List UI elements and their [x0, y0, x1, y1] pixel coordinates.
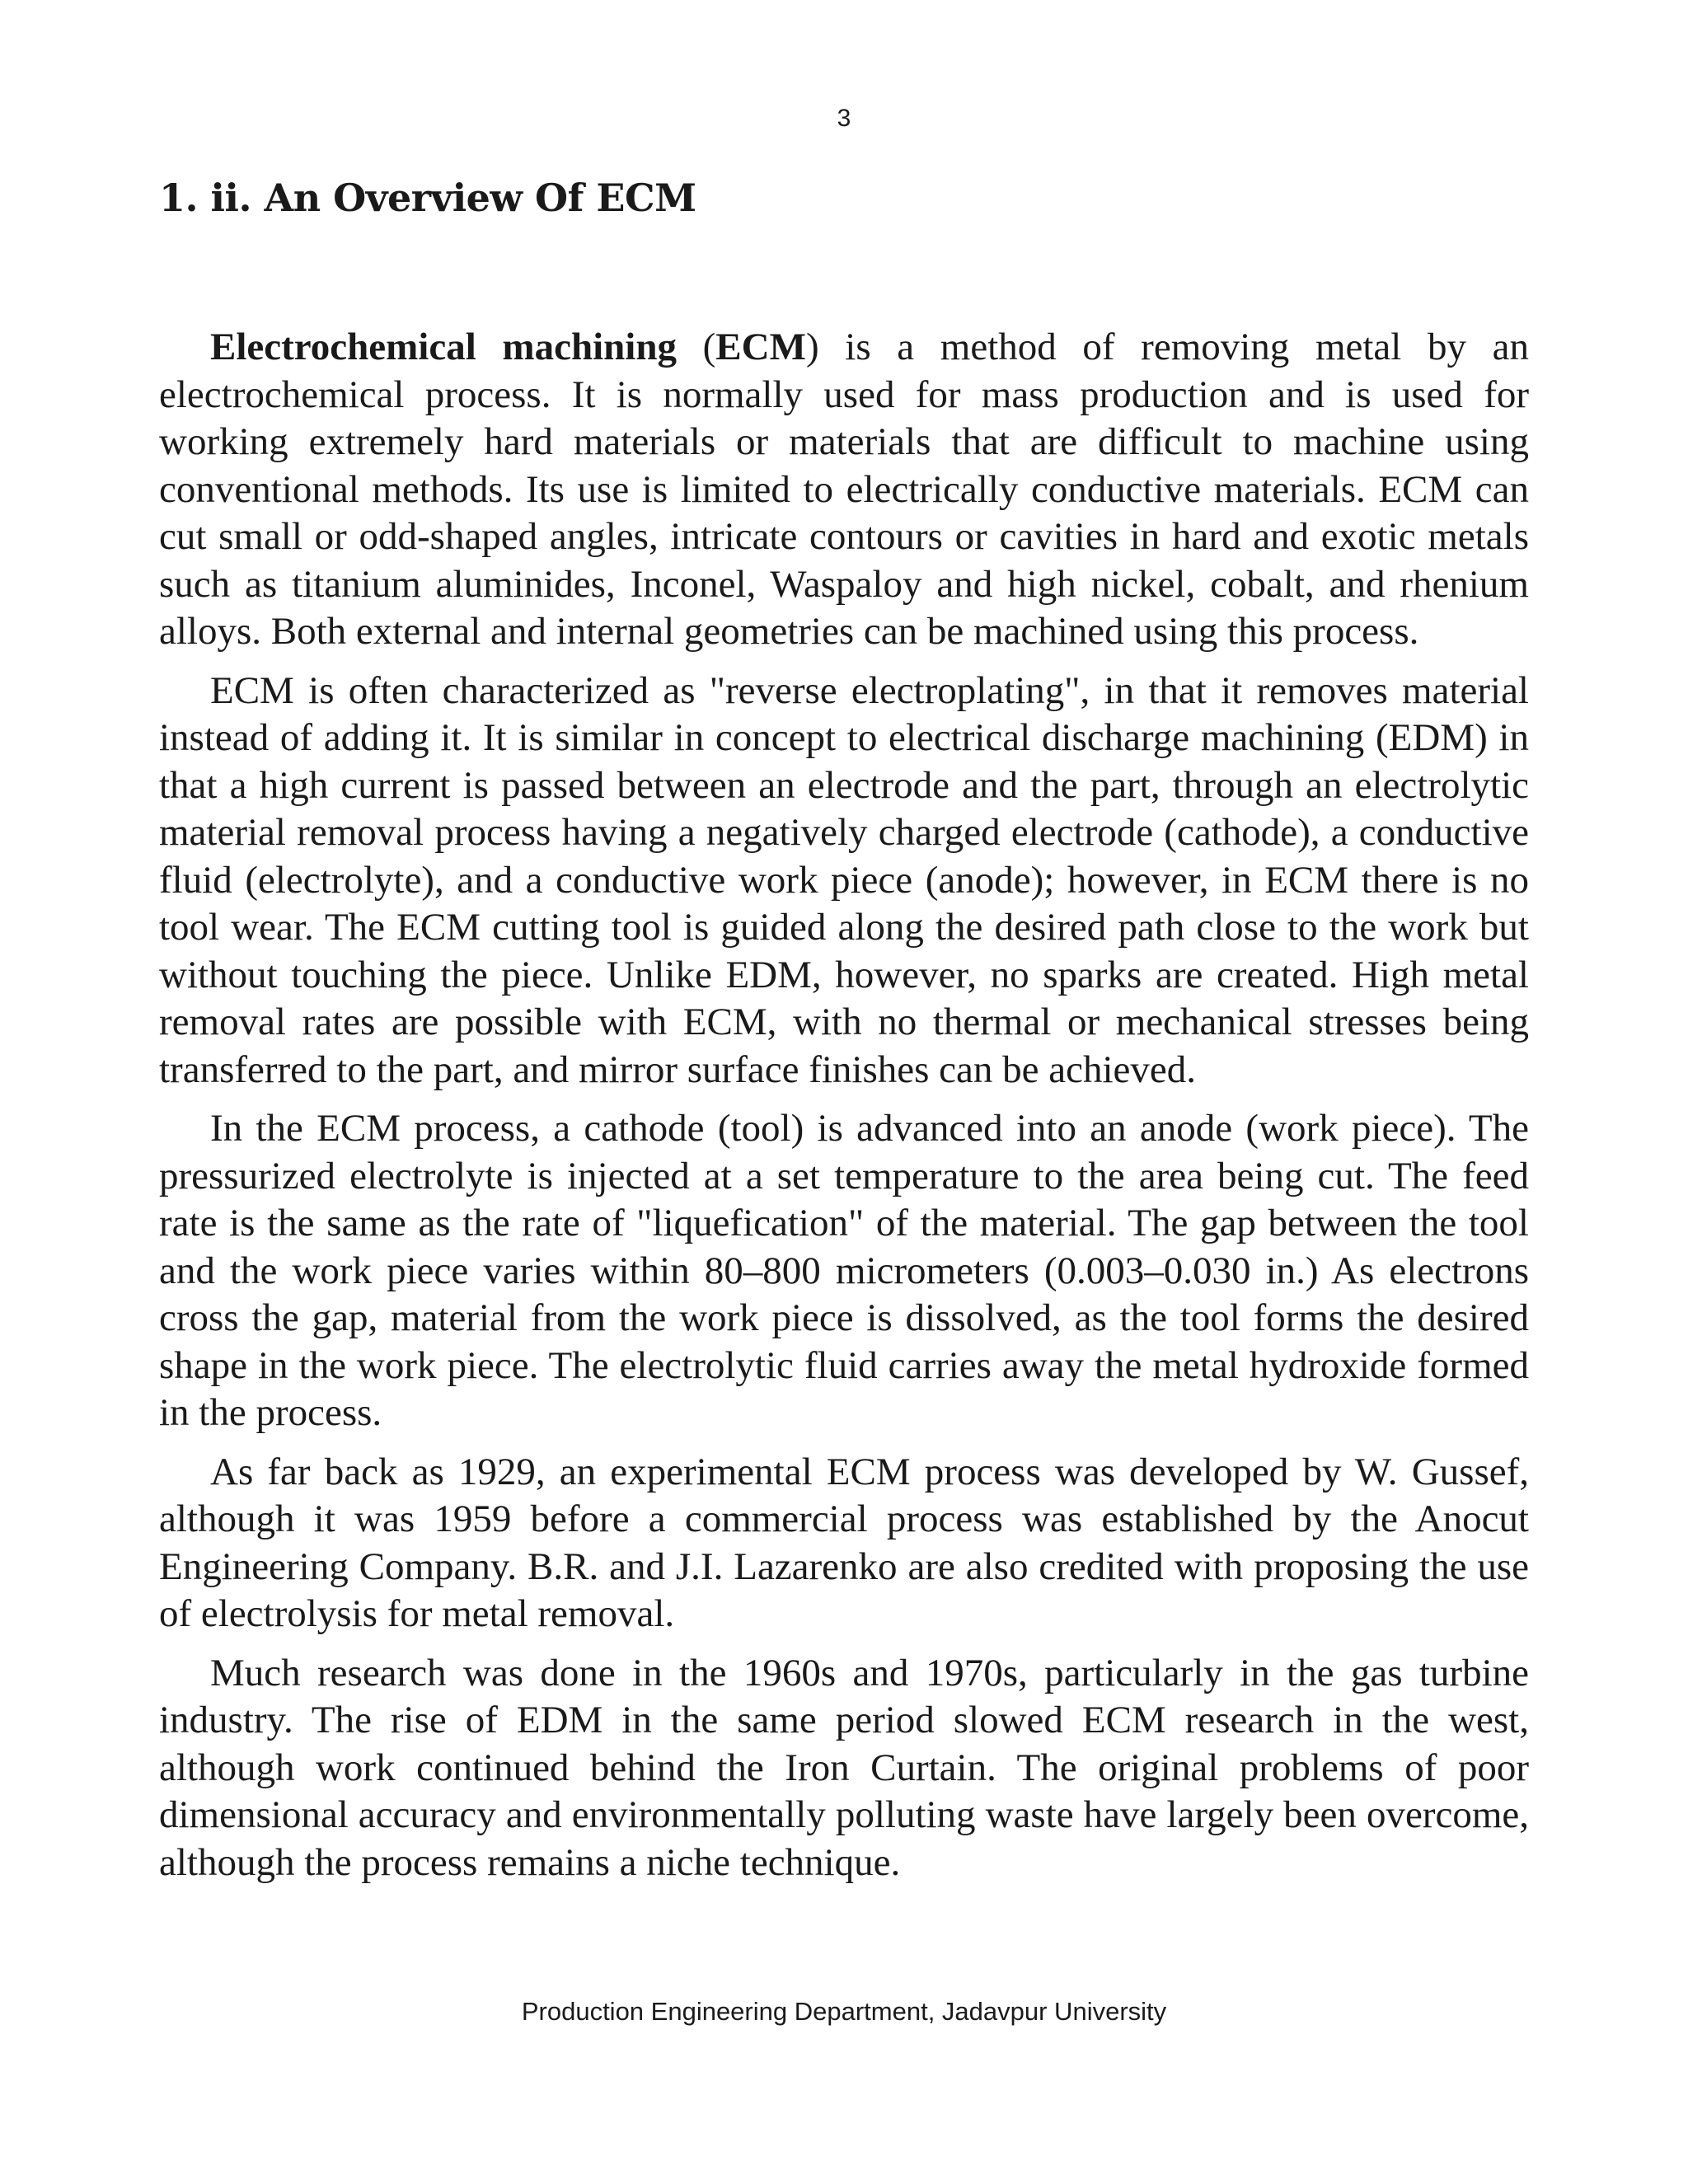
paragraph-4: As far back as 1929, an experimental ECM process was developed by W. Gussef, although it was 1959 before a commercial process was established by the Anocut Engineering Company. B.R. and J.I. Lazarenko are also credited with proposing the use of electrolysis for metal removal. [159, 1450, 1529, 1635]
paragraph-2: ECM is often characterized as "reverse electroplating", in that it removes material instead of adding it. It is similar in concept to electrical discharge machining (EDM) in that a high current is passed between an electrode and the part, through an electrolytic material removal process having a negatively charged electrode (cathode), a conductive fluid (electrolyte), and a conductive work piece (anode); however, in ECM there is no tool wear. The ECM cutting tool is guided along the desired path close to the work but without touching the piece. Unlike EDM, however, no sparks are created. High metal removal rates are possible with ECM, with no thermal or mechanical stresses being transferred to the part, and mirror surface finishes can be achieved. [159, 668, 1529, 1091]
section-heading: 1. ii. An Overview Of ECM [159, 176, 696, 220]
page-number: 3 [837, 105, 851, 132]
paragraph-5: Much research was done in the 1960s and 1970s, particularly in the gas turbine industry. The rise of EDM in the same period slowed ECM research in the west, although work continued behind the Iron Curtain. The original problems of poor dimensional accuracy and environmentally polluting waste have largely been overcome, although the process remains a niche technique. [159, 1651, 1529, 1884]
page-footer: Production Engineering Department, Jadavpur University [521, 1997, 1167, 2026]
body-text [159, 324, 1529, 1898]
paragraph-1: Electrochemical machining (ECM) is a method of removing metal by an electrochemical process. It is normally used for mass production and is used for working extremely hard materials or materials that are difficult to machine using conventional methods. Its use is limited to electrically conductive materials. ECM can cut small or odd-shaped angles, intricate contours or cavities in hard and exotic metals such as titanium aluminides, Inconel, Waspaloy and high nickel, cobalt, and rhenium alloys. Both external and internal geometries can be machined using this process. [159, 326, 1530, 653]
lead-abbreviation: ECM [715, 326, 806, 368]
lead-term: Electrochemical machining [210, 326, 677, 368]
paragraph-3: In the ECM process, a cathode (tool) is advanced into an anode (work piece). The pressurized electrolyte is injected at a set temperature to the area being cut. The feed rate is the same as the rate of "liquefication" of the material. The gap between the tool and the work piece varies within 80–800 micrometers (0.003–0.030 in.) As electrons cross the gap, material from the work piece is dissolved, as the tool forms the desired shape in the work piece. The electrolytic fluid carries away the metal hydroxide formed in the process. [159, 1107, 1529, 1434]
paragraph-1-text: is a method of removing metal by an electrochemical process. It is normally used for mass production and is used for working extremely hard materials or materials that are difficult to machine using conventional methods. Its use is limited to electrically conductive materials. ECM can cut small or odd-shaped angles, intricate contours or cavities in hard and exotic metals such as titanium aluminides, Inconel, Waspaloy and high nickel, cobalt, and rhenium alloys. Both external and internal geometries can be machined using this process. [159, 326, 1530, 653]
